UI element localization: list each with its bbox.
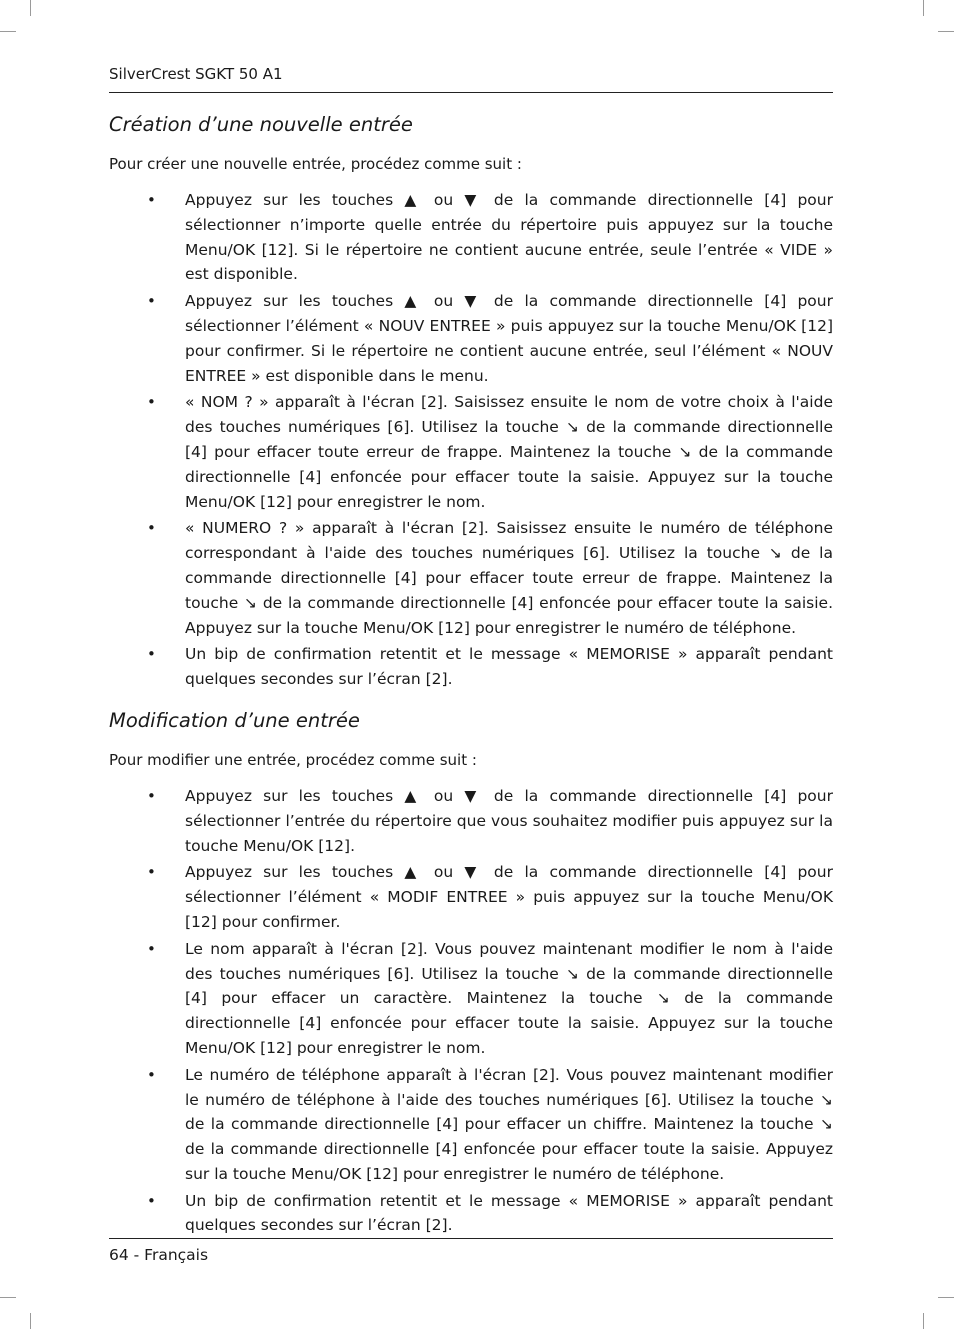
crop-mark <box>938 1297 954 1298</box>
crop-mark <box>30 0 31 16</box>
bullet-icon: • <box>147 519 156 538</box>
list-item-text: Appuyez sur les touches ▲ ou ▼ de la commande directionnelle [4] pour sélectionner n’importe quelle entrée du répertoire puis appuyez sur la touche Menu/OK [12]. Si le répertoire ne contient aucune entrée, seule l’entrée « VIDE » est disponible. <box>185 191 833 284</box>
list-item-text: Un bip de confirmation retentit et le message « MEMORISE » apparaît pendant quelques secondes sur l’écran [2]. <box>185 645 833 689</box>
bullet-icon: • <box>147 393 156 412</box>
crop-mark <box>30 1313 31 1329</box>
list-item <box>109 188 833 287</box>
crop-mark <box>923 0 924 16</box>
list-item <box>109 289 833 388</box>
bullet-icon: • <box>147 1065 156 1084</box>
list-item <box>109 642 833 692</box>
list-item-text: Un bip de confirmation retentit et le message « MEMORISE » apparaît pendant quelques secondes sur l’écran [2]. <box>185 1191 833 1235</box>
list-item <box>109 937 833 1061</box>
crop-mark <box>923 1313 924 1329</box>
list-item-text: Appuyez sur les touches ▲ ou ▼ de la commande directionnelle [4] pour sélectionner l’élément « MODIF ENTREE » puis appuyez sur la touche Menu/OK [12] pour confirmer. <box>185 863 833 931</box>
list-item-text: « NUMERO ? » apparaît à l'écran [2]. Saisissez ensuite le numéro de téléphone correspondant à l'aide des touches numériques [6]. Utilisez la touche ↘ de la commande directionnelle [4] pour effacer toute erreur de frappe. Maintenez la touche ↘ de la commande directionnelle [4] enfoncée pour effacer toute la saisie. Appuyez sur la touche Menu/OK [12] pour enregistrer le numéro de téléphone. <box>185 519 833 637</box>
list-item <box>109 1063 833 1187</box>
list-item-text: Appuyez sur les touches ▲ ou ▼ de la commande directionnelle [4] pour sélectionner l’élément « NOUV ENTREE » puis appuyez sur la touche Menu/OK [12] pour confirmer. Si le répertoire ne contient aucune entrée, seul l’élément « NOUV ENTREE » est disponible dans le menu. <box>185 292 833 385</box>
list-item <box>109 784 833 858</box>
crop-mark <box>0 1297 16 1298</box>
list-item <box>109 516 833 640</box>
list-item-text: Appuyez sur les touches ▲ ou ▼ de la commande directionnelle [4] pour sélectionner l’entrée du répertoire que vous souhaitez modifier puis appuyez sur la touche Menu/OK [12]. <box>185 786 833 855</box>
crop-mark <box>938 31 954 32</box>
list-item <box>109 860 833 934</box>
bullet-list <box>109 784 833 1238</box>
section-title: Création d’une nouvelle entrée <box>109 113 413 136</box>
list-item-text: Le numéro de téléphone apparaît à l'écran [2]. Vous pouvez maintenant modifier le numéro de téléphone à l'aide des touches numériques [6]. Utilisez la touche ↘ de la commande directionnelle [4] pour effacer un chiffre. Maintenez la touche ↘ de la commande directionnelle [4] enfoncée pour effacer toute la saisie. Appuyez sur la touche Menu/OK [12] pour enregistrer le numéro de téléphone. <box>185 1065 833 1183</box>
list-item-text: Le nom apparaît à l'écran [2]. Vous pouvez maintenant modifier le nom à l'aide des touches numériques [6]. Utilisez la touche ↘ de la commande directionnelle [4] pour effacer un caractère. Maintenez la touche ↘ de la commande directionnelle [4] enfoncée pour effacer toute la saisie. Appuyez sur la touche Menu/OK [12] pour enregistrer le nom. <box>185 939 833 1057</box>
crop-mark <box>0 31 16 32</box>
page-footer <box>109 1238 833 1265</box>
bullet-icon: • <box>147 292 156 311</box>
bullet-icon: • <box>147 645 156 664</box>
bullet-icon: • <box>147 191 156 209</box>
section-intro: Pour créer une nouvelle entrée, procédez comme suit : <box>109 155 522 173</box>
bullet-icon: • <box>147 863 156 882</box>
bullet-icon: • <box>147 1191 156 1210</box>
page-content <box>109 110 833 1252</box>
header-product-name: SilverCrest SGKT 50 A1 <box>109 65 283 83</box>
list-item <box>109 390 833 514</box>
bullet-icon: • <box>147 786 156 805</box>
section-intro: Pour modifier une entrée, procédez comme suit : <box>109 750 477 769</box>
section-modify-entry <box>109 706 833 1238</box>
page-number: 64 - Français <box>109 1246 209 1264</box>
page-header <box>109 64 833 93</box>
list-item <box>109 1189 833 1239</box>
section-create-entry <box>109 110 833 692</box>
bullet-list <box>109 188 833 692</box>
section-title: Modification d’une entrée <box>109 708 360 732</box>
bullet-icon: • <box>147 939 156 958</box>
list-item-text: « NOM ? » apparaît à l'écran [2]. Saisissez ensuite le nom de votre choix à l'aide des touches numériques [6]. Utilisez la touche ↘ de la commande directionnelle [4] pour effacer toute erreur de frappe. Maintenez la touche ↘ de la commande directionnelle [4] enfoncée pour effacer toute la saisie. Appuyez sur la touche Menu/OK [12] pour enregistrer le nom. <box>185 393 833 511</box>
